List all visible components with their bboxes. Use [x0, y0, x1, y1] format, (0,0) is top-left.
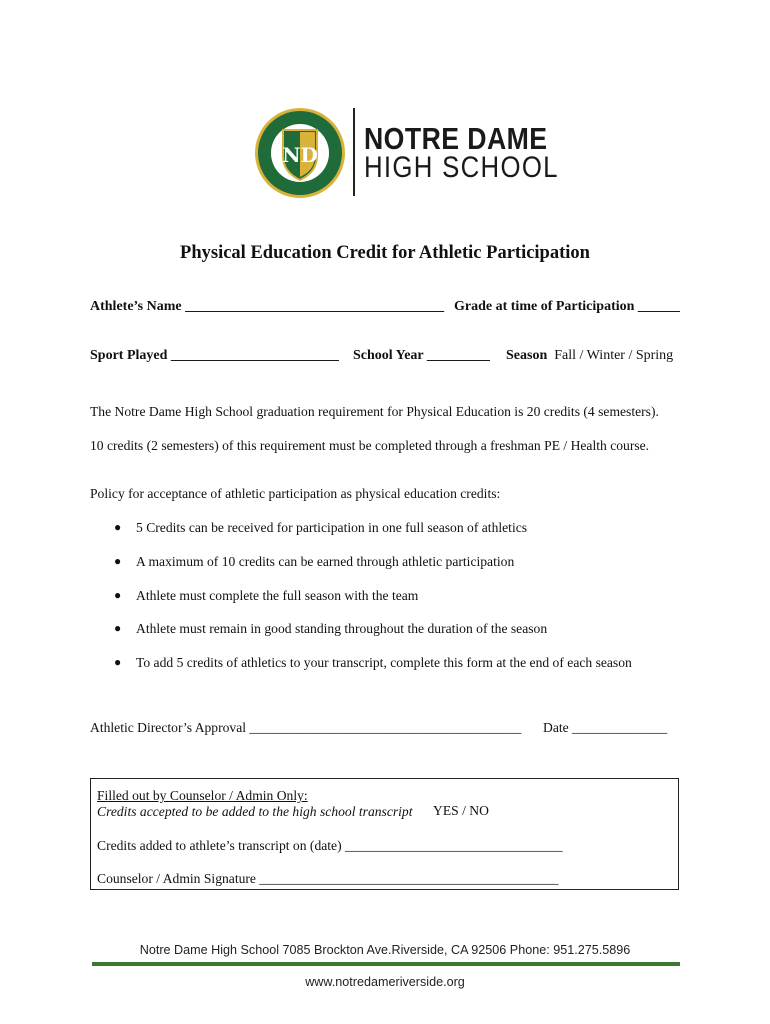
policy-item-text: To add 5 credits of athletics to your transcript, complete this form at the end of each season — [136, 655, 632, 670]
requirement-paragraph: The Notre Dame High School graduation requirement for Physical Education is 20 credits (4 semesters). — [90, 404, 659, 419]
school-seal-logo — [250, 106, 350, 200]
policy-item-text: 5 Credits can be received for participation in one full season of athletics — [136, 520, 528, 535]
school-year-label: School Year — [353, 348, 424, 363]
policy-item-text: Athlete must remain in good standing throughout the duration of the season — [136, 621, 548, 636]
sport-label: Sport Played — [90, 348, 168, 363]
grade-field[interactable] — [454, 298, 680, 316]
sport-field[interactable] — [90, 347, 339, 365]
sport-blank[interactable]: ________________________ — [170, 348, 339, 363]
counselor-admin-box — [90, 778, 679, 890]
policy-heading: Policy for acceptance of athletic participation as physical education credits: — [90, 486, 501, 501]
admin-box-heading: Filled out by Counselor / Admin Only: — [97, 788, 308, 803]
athlete-name-label: Athlete’s Name — [90, 299, 182, 314]
footer-website[interactable]: www.notredameriverside.org — [305, 975, 465, 989]
yes-no-choice[interactable]: YES / NO — [433, 803, 489, 818]
season-label: Season — [506, 348, 548, 363]
approval-date-field[interactable]: Date ______________ — [543, 720, 668, 735]
season-field[interactable] — [506, 347, 673, 365]
credits-accepted-label: Credits accepted to be added to the high school transcript — [97, 804, 413, 819]
athlete-name-blank[interactable]: _____________________________________ — [185, 299, 445, 314]
policy-item-text: A maximum of 10 credits can be earned through athletic participation — [136, 554, 515, 569]
svg-text:+: + — [272, 150, 276, 158]
school-name-line2: HIGH SCHOOL — [364, 151, 559, 184]
footer-divider — [92, 962, 680, 966]
bullet-icon: ● — [114, 554, 122, 568]
form-title: Physical Education Credit for Athletic Participation — [180, 243, 590, 263]
grade-blank[interactable]: ______ — [637, 299, 680, 314]
policy-item-text: Athlete must complete the full season with the team — [136, 588, 419, 603]
grade-label: Grade at time of Participation — [454, 299, 635, 314]
transcript-date-field[interactable]: Credits added to athlete’s transcript on (date) ________________________________ — [97, 838, 563, 853]
bullet-icon: ● — [114, 621, 122, 635]
season-options[interactable]: Fall / Winter / Spring — [554, 348, 674, 363]
school-year-field[interactable] — [353, 347, 490, 365]
school-name-line1: NOTRE DAME — [364, 121, 548, 156]
bullet-icon: ● — [114, 588, 122, 602]
bullet-icon: ● — [114, 520, 122, 534]
bullet-icon: ● — [114, 655, 122, 669]
school-year-blank[interactable]: _________ — [426, 348, 490, 363]
svg-text:ND: ND — [282, 143, 318, 167]
director-approval-field[interactable]: Athletic Director’s Approval ________________________________________ — [90, 720, 522, 735]
athlete-name-field[interactable] — [90, 298, 444, 316]
freshman-pe-paragraph: 10 credits (2 semesters) of this requirement must be completed through a freshman PE / Health course. — [90, 438, 650, 453]
footer-address: Notre Dame High School 7085 Brockton Ave.Riverside, CA 92506 Phone: 951.275.5896 — [139, 943, 631, 957]
counselor-signature-field[interactable]: Counselor / Admin Signature ____________________________________________ — [97, 871, 559, 886]
svg-text:+: + — [324, 150, 328, 158]
logo-divider — [353, 108, 355, 196]
